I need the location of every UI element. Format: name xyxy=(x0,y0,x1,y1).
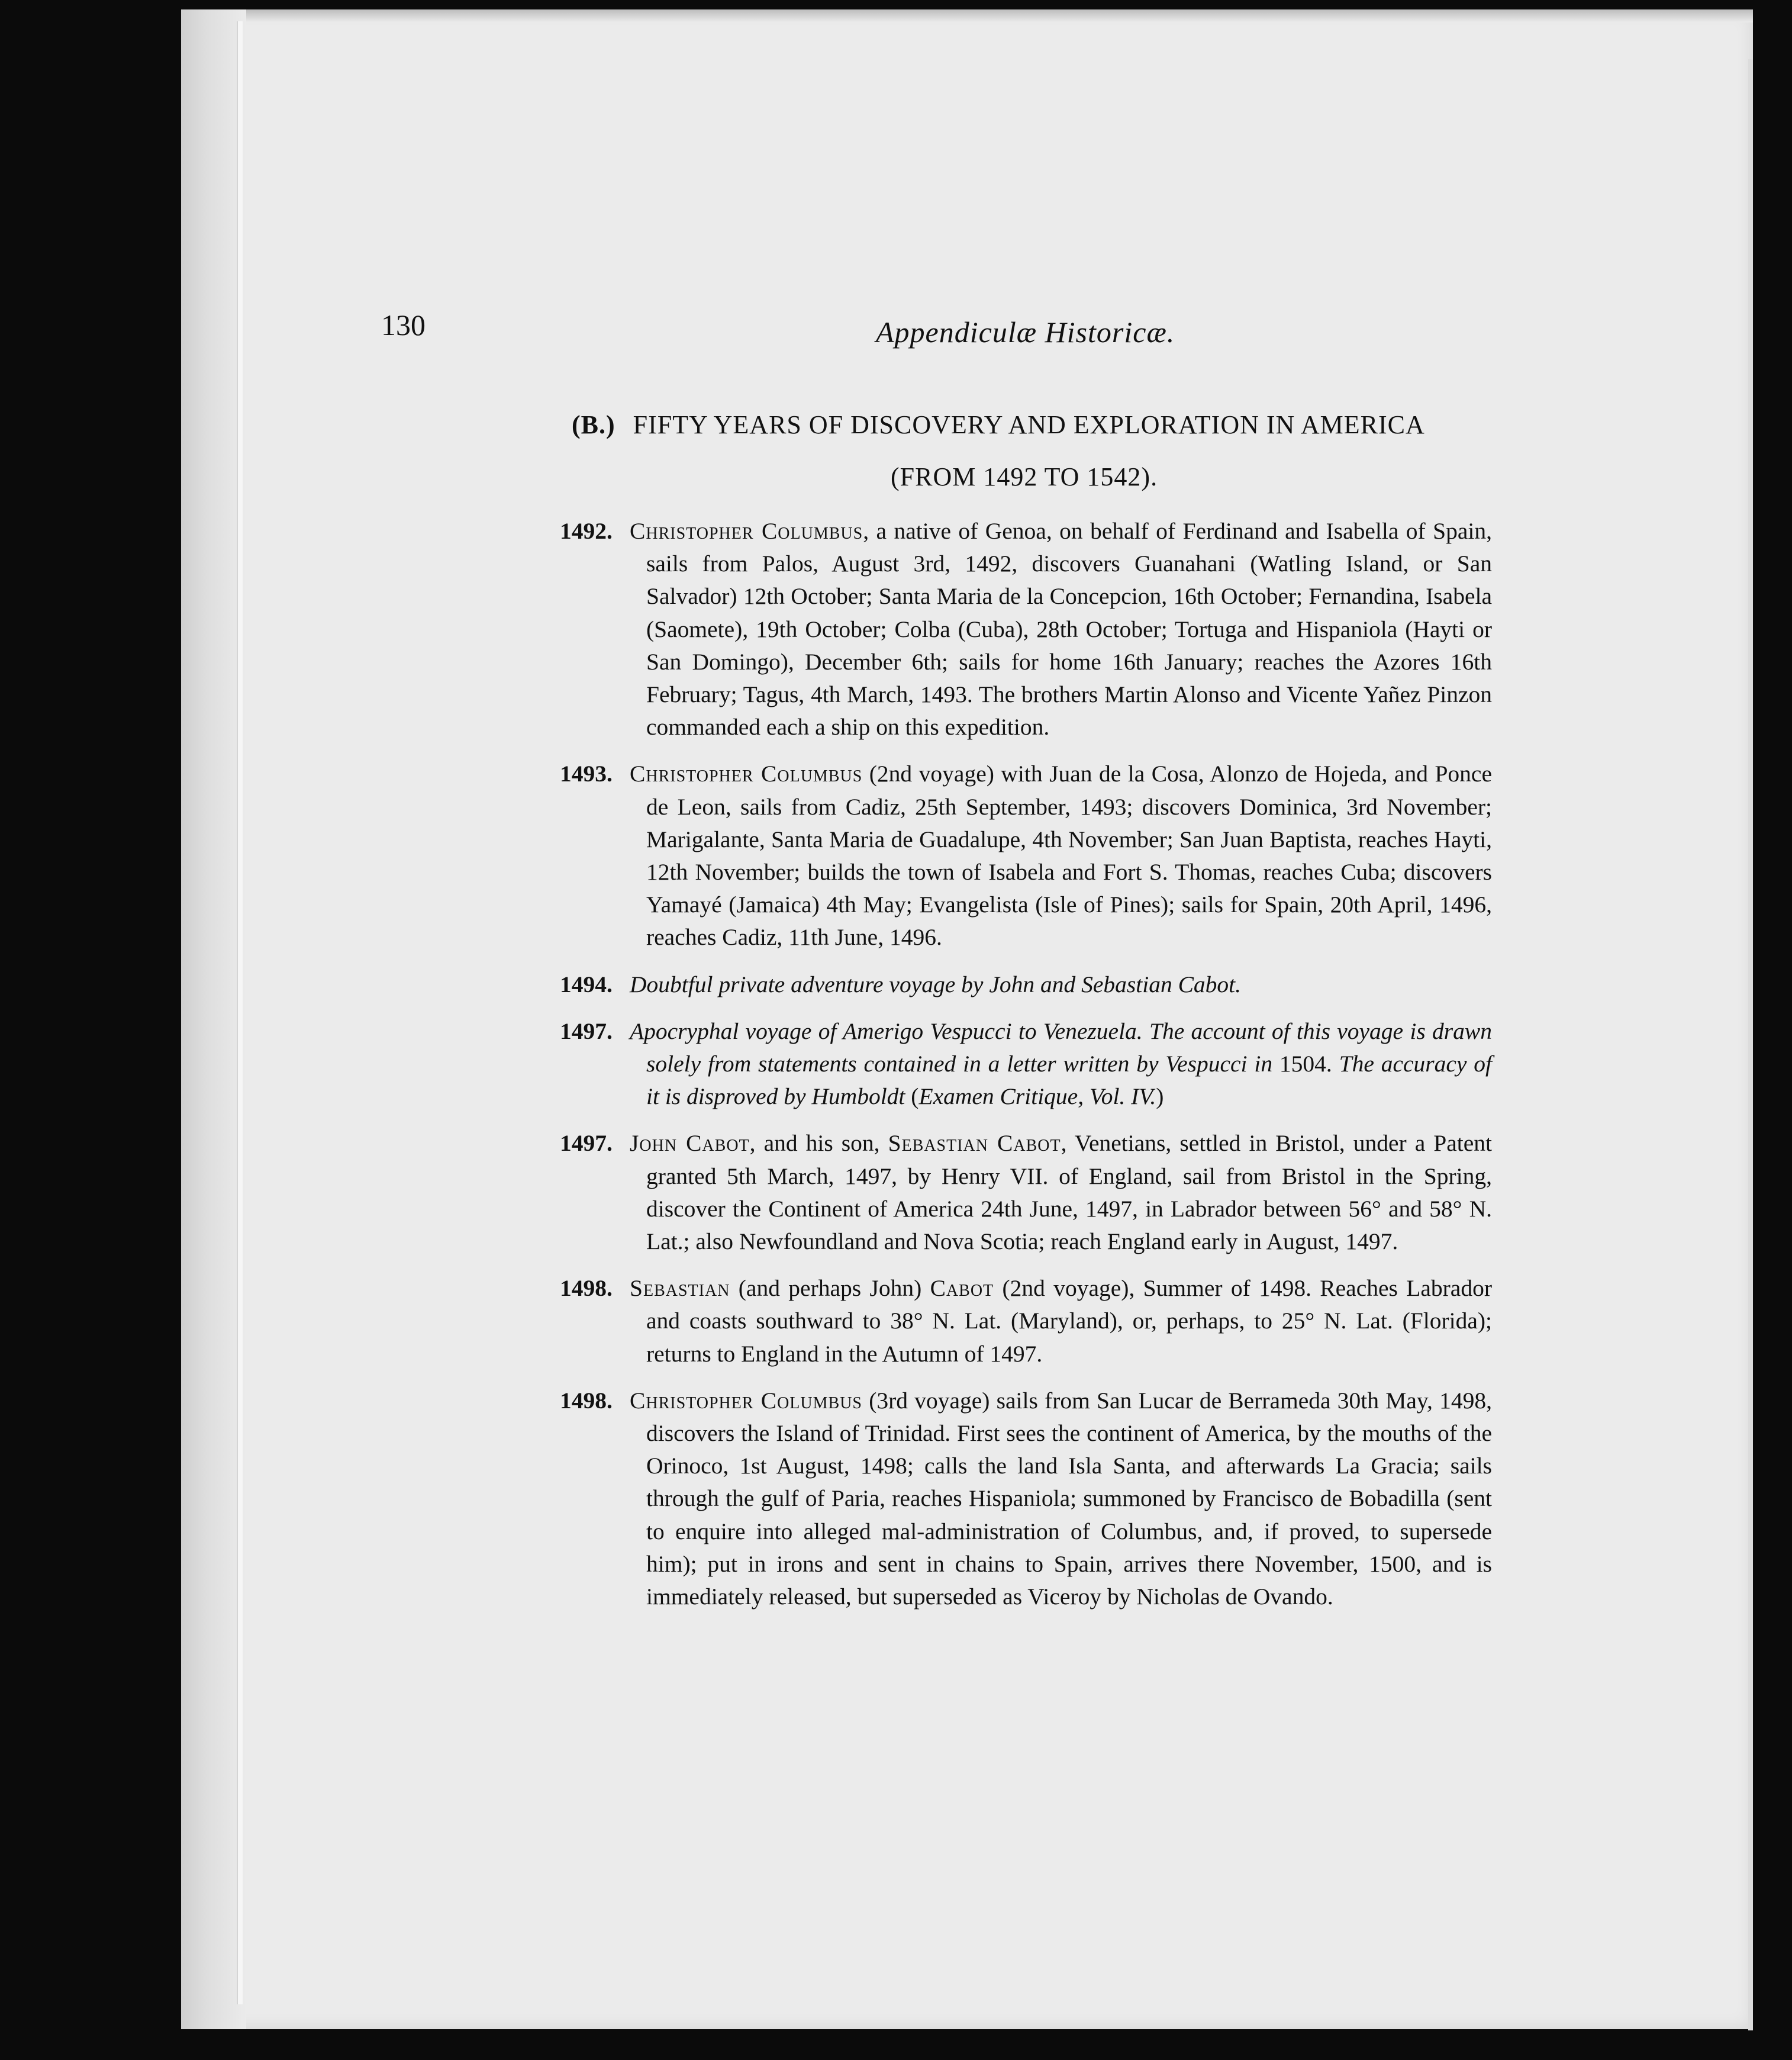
entry-text: (3rd voyage) sails from San Lucar de Berrameda 30th May, 1498, discovers the Island of Trinidad. First sees the continent of America, by the mouths of the Orinoco, 1st August, 1498; calls the land Isla Santa, and afterwards La Gracia; sails through the gulf of Paria, reaches Hispaniola; summoned by Francisco de Bobadilla (sent to enquire into alleged mal-administration of Columbus, and, if proved, to supersede him); put in irons and sent in chains to Spain, arrives there November, 1500, and is immediately released, but superseded as Viceroy by Nicholas de Ovando. xyxy=(646,1387,1492,1610)
chronology-entry-1492 xyxy=(560,515,1492,743)
entry-year: 1492. xyxy=(560,518,613,544)
chronology-entry-1498-cabot xyxy=(560,1272,1492,1370)
entry-citation: Examen Critique, Vol. IV. xyxy=(918,1083,1156,1110)
entry-person-name: Christopher Columbus xyxy=(630,518,863,544)
chronology-entry-1497-vespucci xyxy=(560,1015,1492,1113)
chronology-entry-1498-columbus xyxy=(560,1385,1492,1613)
entry-text-italic: Doubtful private adventure voyage by John and Sebastian Cabot. xyxy=(630,971,1242,997)
entry-year: 1493. xyxy=(560,761,613,787)
entry-text: (and perhaps John) xyxy=(730,1275,930,1302)
entry-year: 1497. xyxy=(560,1018,613,1044)
entry-person-name: John Cabot xyxy=(630,1130,750,1157)
entry-text: ) xyxy=(1156,1083,1164,1110)
entry-year: 1498. xyxy=(560,1387,613,1414)
entry-text: (2nd voyage), Summer of 1498. Reaches Labrador and coasts southward to 38° N. Lat. (Maryland), or, perhaps, to 25° N. Lat. (Florida); returns to England in the Autumn of 1497. xyxy=(646,1275,1492,1367)
entry-text-italic: Apocryphal voyage of Amerigo Vespucci to Venezuela. The account of this voyage is drawn solely from statements contained in a letter written by Vespucci in xyxy=(630,1018,1492,1077)
chronology-entry-1497-cabot xyxy=(560,1127,1492,1258)
entry-year: 1497. xyxy=(560,1130,613,1157)
entry-text: , and his son, xyxy=(749,1130,888,1157)
section-label: (B.) xyxy=(572,410,615,439)
entry-year: 1494. xyxy=(560,971,613,997)
page-number: 130 xyxy=(381,308,426,342)
scan-border-right xyxy=(1753,0,1792,2060)
entry-text: , Venetians, settled in Bristol, under a Patent granted 5th March, 1497, by Henry VII. of England, sail from Bristol in the Spring, discover the Continent of America 24th June, 1497, in Labrador between 56° and 58° N. Lat.; also Newfoundland and Nova Scotia; reach England early in August, 1497. xyxy=(646,1130,1492,1255)
chronology-entry-1494 xyxy=(560,968,1492,1001)
entry-person-name: Christopher Columbus xyxy=(630,761,863,787)
section-title: FIFTY YEARS OF DISCOVERY AND EXPLORATION IN AMERICA xyxy=(633,410,1425,439)
entry-text-italic: The accuracy of it is disproved by Humboldt xyxy=(646,1051,1493,1110)
entry-text: 1504. xyxy=(1272,1051,1339,1077)
page-binding-rule xyxy=(237,21,243,2004)
chronology-entry-1493 xyxy=(560,758,1492,954)
entry-text: ( xyxy=(905,1083,919,1110)
entry-text: , a native of Genoa, on behalf of Ferdinand and Isabella of Spain, sails from Palos, August 3rd, 1492, discovers Guanahani (Watling Island, or San Salvador) 12th October; Santa Maria de la Concepcion, 16th October; Fernandina, Isabela (Saomete), 19th October; Colba (Cuba), 28th October; Tortuga and Hispaniola (Hayti or San Domingo), December 6th; sails for home 16th January; reaches the Azores 16th February; Tagus, 4th March, 1493. The brothers Martin Alonso and Vicente Yañez Pinzon commanded each a ship on this expedition. xyxy=(646,518,1492,741)
chronology-entries xyxy=(560,515,1492,1627)
entry-person-name: Christopher Columbus xyxy=(630,1387,862,1414)
page-top-edge xyxy=(181,9,1753,22)
entry-person-name: Sebastian xyxy=(630,1275,730,1302)
section-heading xyxy=(572,410,1495,440)
entry-text: (2nd voyage) with Juan de la Cosa, Alonzo de Hojeda, and Ponce de Leon, sails from Cadiz, 25th September, 1493; discovers Dominica, 3rd November; Marigalante, Santa Maria de Guadalupe, 4th November; San Juan Baptista, reaches Hayti, 12th November; builds the town of Isabela and Fort S. Thomas, reaches Cuba; discovers Yamayé (Jamaica) 4th May; Evangelista (Isle of Pines); sails for Spain, 20th April, 1496, reaches Cadiz, 11th June, 1496. xyxy=(646,761,1492,951)
entry-year: 1498. xyxy=(560,1275,613,1302)
section-subtitle: (FROM 1492 TO 1542). xyxy=(891,462,1158,491)
entry-person-name: Cabot xyxy=(930,1275,994,1302)
entry-person-name: Sebastian Cabot xyxy=(888,1130,1061,1157)
running-head: Appendiculæ Historicæ. xyxy=(876,316,1175,349)
